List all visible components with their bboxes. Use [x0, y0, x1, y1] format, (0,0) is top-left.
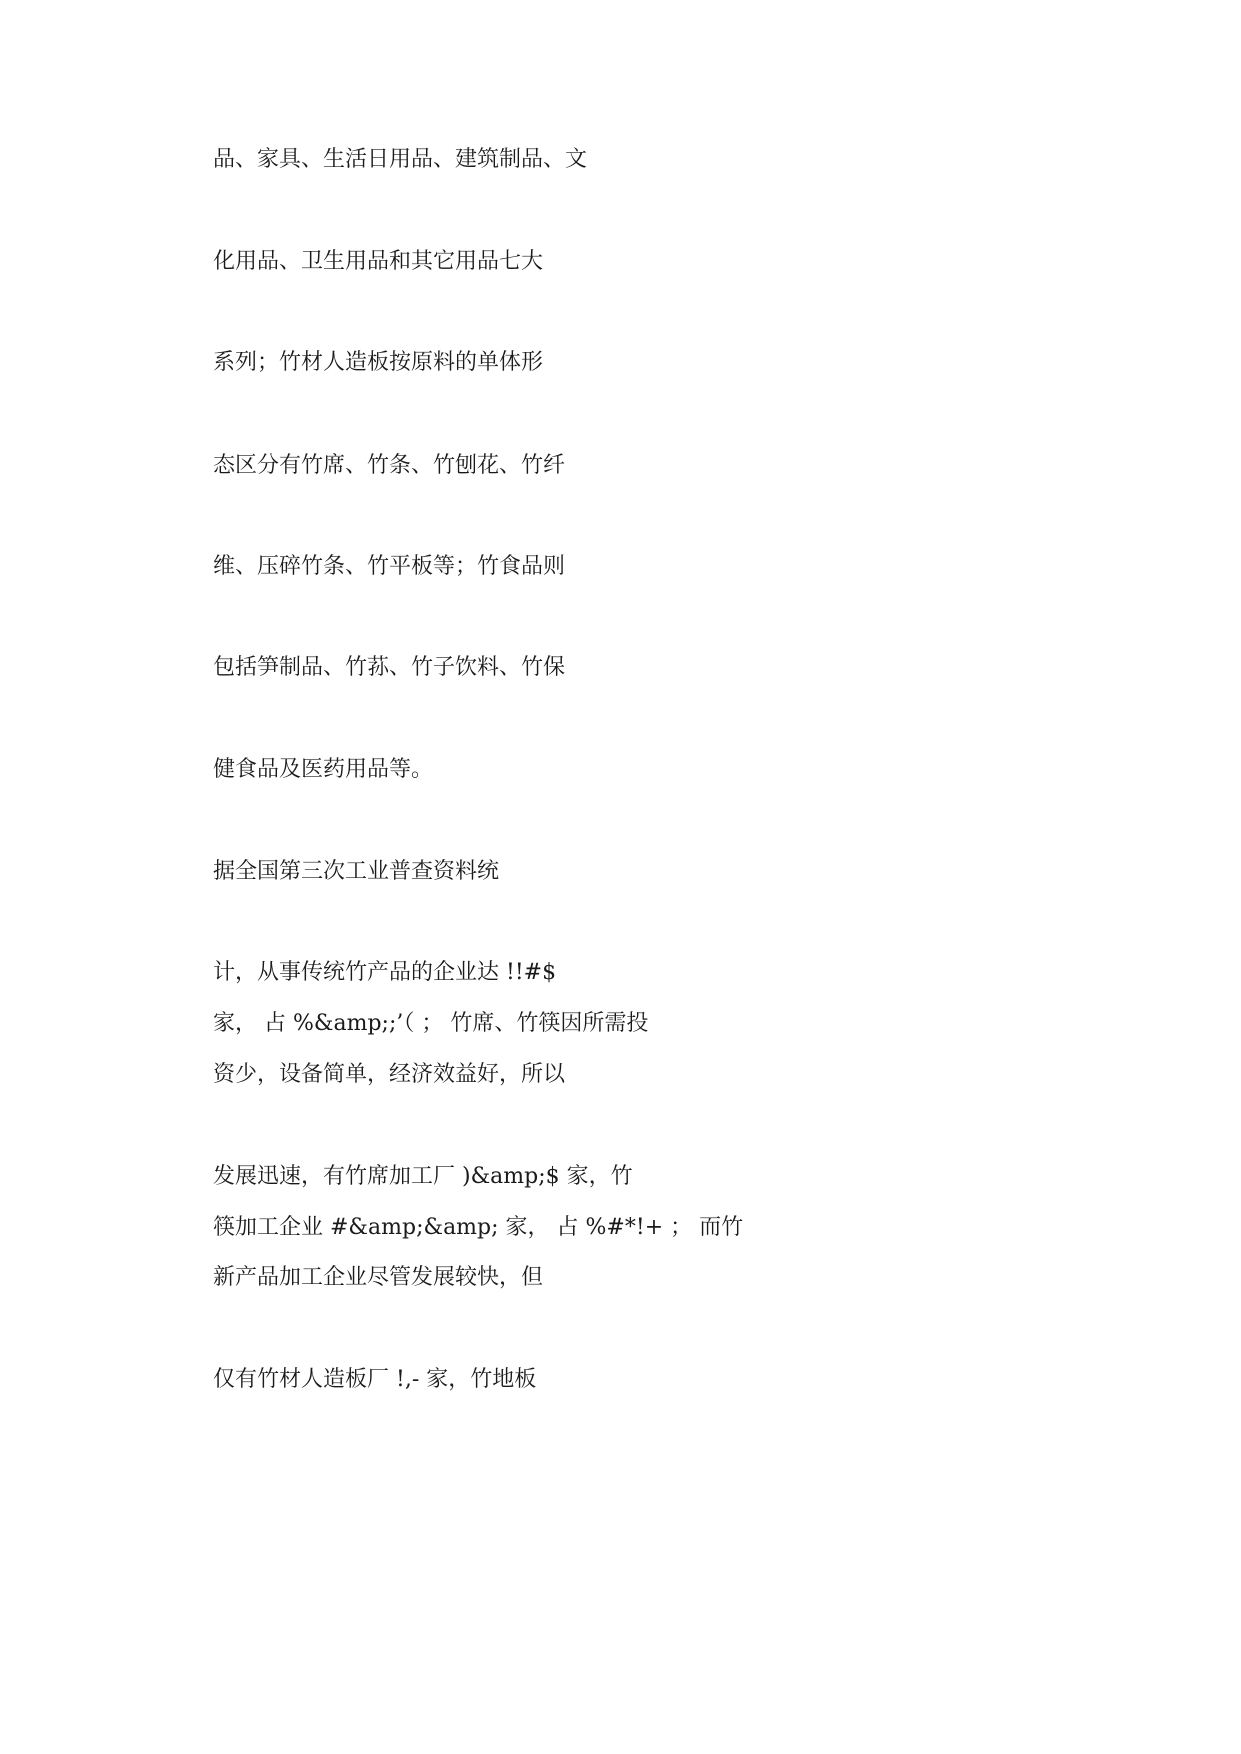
text-line: 系列；竹材人造板按原料的单体形	[213, 350, 544, 375]
text-line: 品、家具、生活日用品、建筑制品、文	[213, 147, 588, 172]
text-line: 维、压碎竹条、竹平板等；竹食品则	[213, 554, 566, 579]
text-line: 家， 占 %&amp;;’（ ； 竹席、竹筷因所需投	[213, 1011, 649, 1036]
text-line: 计，从事传统竹产品的企业达 !!#$	[213, 960, 557, 985]
text-line: 健食品及医药用品等。	[213, 757, 434, 782]
text-line: 包括笋制品、竹荪、竹子饮料、竹保	[213, 655, 566, 680]
text-line: 仅有竹材人造板厂 !,- 家，竹地板	[213, 1367, 537, 1392]
text-line: 资少，设备简单，经济效益好，所以	[213, 1062, 566, 1087]
text-line: 筷加工企业 #&amp;&amp; 家， 占 %#*!+ ； 而竹	[213, 1215, 744, 1240]
text-line: 化用品、卫生用品和其它用品七大	[213, 249, 544, 274]
text-line: 发展迅速，有竹席加工厂 )&amp;$ 家，竹	[213, 1164, 633, 1189]
text-line: 态区分有竹席、竹条、竹刨花、竹纤	[213, 453, 566, 478]
text-line: 新产品加工企业尽管发展较快，但	[213, 1265, 544, 1290]
text-line: 据全国第三次工业普查资料统	[213, 859, 500, 884]
